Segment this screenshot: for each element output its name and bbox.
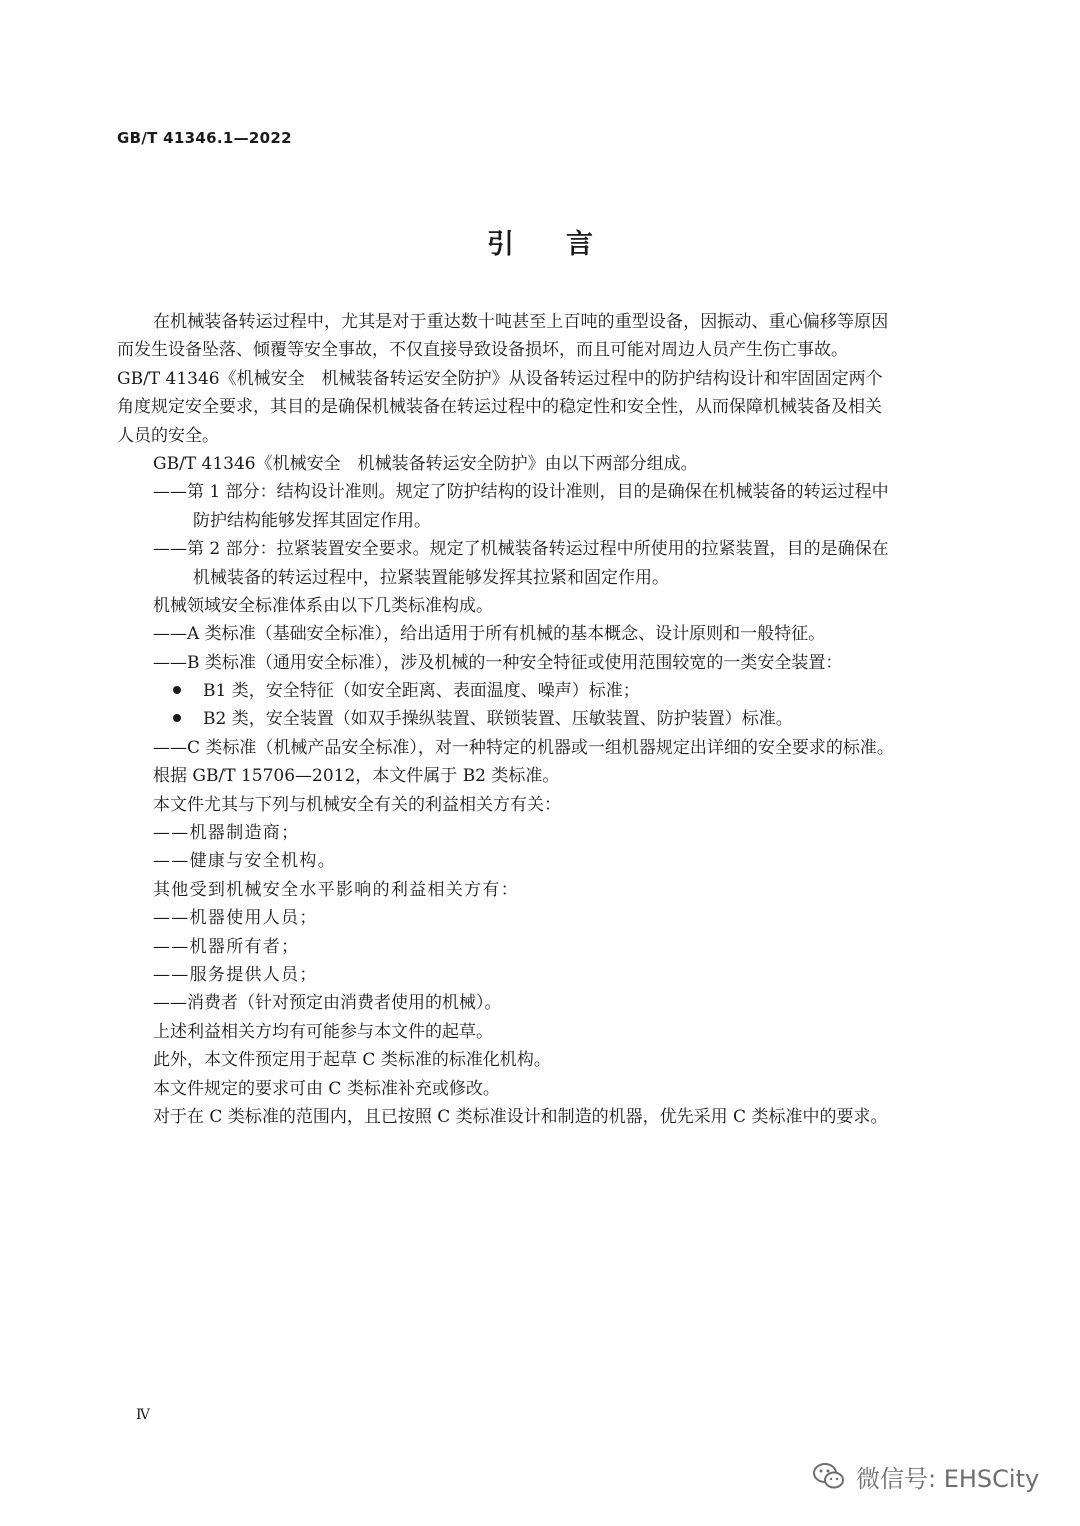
bullet-item bbox=[117, 677, 953, 705]
watermark bbox=[812, 1458, 1039, 1494]
bullet-text: B2 类，安全装置（如双手操纵装置、联锁装置、压敏装置、防护装置）标准。 bbox=[203, 709, 793, 730]
text-line: 防护结构能够发挥其固定作用。 bbox=[193, 510, 431, 531]
body-text bbox=[117, 308, 953, 1131]
bullet-text: B1 类，安全特征（如安全距离、表面温度、噪声）标准； bbox=[203, 681, 640, 702]
list-item: ——第 2 部分：拉紧装置安全要求。规定了机械装备转运过程中所使用的拉紧装置，目的是确保在 bbox=[153, 539, 889, 560]
list-item: ——A 类标准（基础安全标准），给出适用于所有机械的基本概念、设计原则和一般特征。 bbox=[153, 624, 826, 645]
text-line: 本文件尤其与下列与机械安全有关的利益相关方有关： bbox=[153, 794, 561, 815]
text-line: 根据 GB/T 15706—2012，本文件属于 B2 类标准。 bbox=[153, 766, 560, 787]
text-line: 其他受到机械安全水平影响的利益相关方有： bbox=[153, 879, 519, 900]
text-line: 上述利益相关方均有可能参与本文件的起草。 bbox=[153, 1021, 493, 1042]
bullet-item bbox=[117, 705, 953, 733]
list-item: ——消费者（针对预定由消费者使用的机械）。 bbox=[153, 993, 502, 1014]
text-line: 本文件规定的要求可由 C 类标准补充或修改。 bbox=[153, 1078, 500, 1099]
list-item: ——C 类标准（机械产品安全标准），对一种特定的机器或一组机器规定出详细的安全要求的标准。 bbox=[153, 737, 894, 758]
list-item: ——机器制造商； bbox=[153, 823, 300, 844]
text-line: 此外，本文件预定用于起草 C 类标准的标准化机构。 bbox=[153, 1050, 551, 1071]
text-line: 机械装备的转运过程中，拉紧装置能够发挥其拉紧和固定作用。 bbox=[193, 567, 669, 588]
standard-code: GB/T 41346.1—2022 bbox=[117, 129, 292, 147]
text-line: 对于在 C 类标准的范围内，且已按照 C 类标准设计和制造的机器，优先采用 C 类标准中的要求。 bbox=[153, 1106, 888, 1127]
bullet-dot-icon bbox=[173, 714, 181, 722]
wechat-icon bbox=[812, 1461, 846, 1491]
watermark-text: 微信号: EHSCity bbox=[856, 1464, 1040, 1493]
list-item: ——机器所有者； bbox=[153, 936, 300, 957]
text-line: 人员的安全。 bbox=[117, 425, 219, 446]
text-line: GB/T 41346《机械安全 机械装备转运安全防护》从设备转运过程中的防护结构设计和牢固固定两个 bbox=[117, 368, 883, 389]
text-line: 角度规定安全要求，其目的是确保机械装备在转运过程中的稳定性和安全性，从而保障机械装备及相关 bbox=[117, 397, 882, 418]
list-item: ——第 1 部分：结构设计准则。规定了防护结构的设计准则，目的是确保在机械装备的转运过程中 bbox=[153, 482, 889, 503]
list-item: ——机器使用人员； bbox=[153, 908, 318, 929]
list-item: ——B 类标准（通用安全标准），涉及机械的一种安全特征或使用范围较宽的一类安全装置： bbox=[153, 652, 843, 673]
text-line: 机械领域安全标准体系由以下几类标准构成。 bbox=[153, 595, 493, 616]
text-line: 在机械装备转运过程中，尤其是对于重达数十吨甚至上百吨的重型设备，因振动、重心偏移等原因 bbox=[153, 312, 889, 332]
text-line: GB/T 41346《机械安全 机械装备转运安全防护》由以下两部分组成。 bbox=[153, 453, 698, 474]
text-line: 而发生设备坠落、倾覆等安全事故，不仅直接导致设备损坏，而且可能对周边人员产生伤亡事故。 bbox=[117, 340, 848, 361]
list-item: ——服务提供人员； bbox=[153, 964, 318, 985]
page-number: Ⅳ bbox=[136, 1407, 150, 1423]
page-title: 引言 bbox=[487, 229, 645, 260]
bullet-dot-icon bbox=[173, 686, 181, 694]
list-item: ——健康与安全机构。 bbox=[153, 851, 336, 872]
